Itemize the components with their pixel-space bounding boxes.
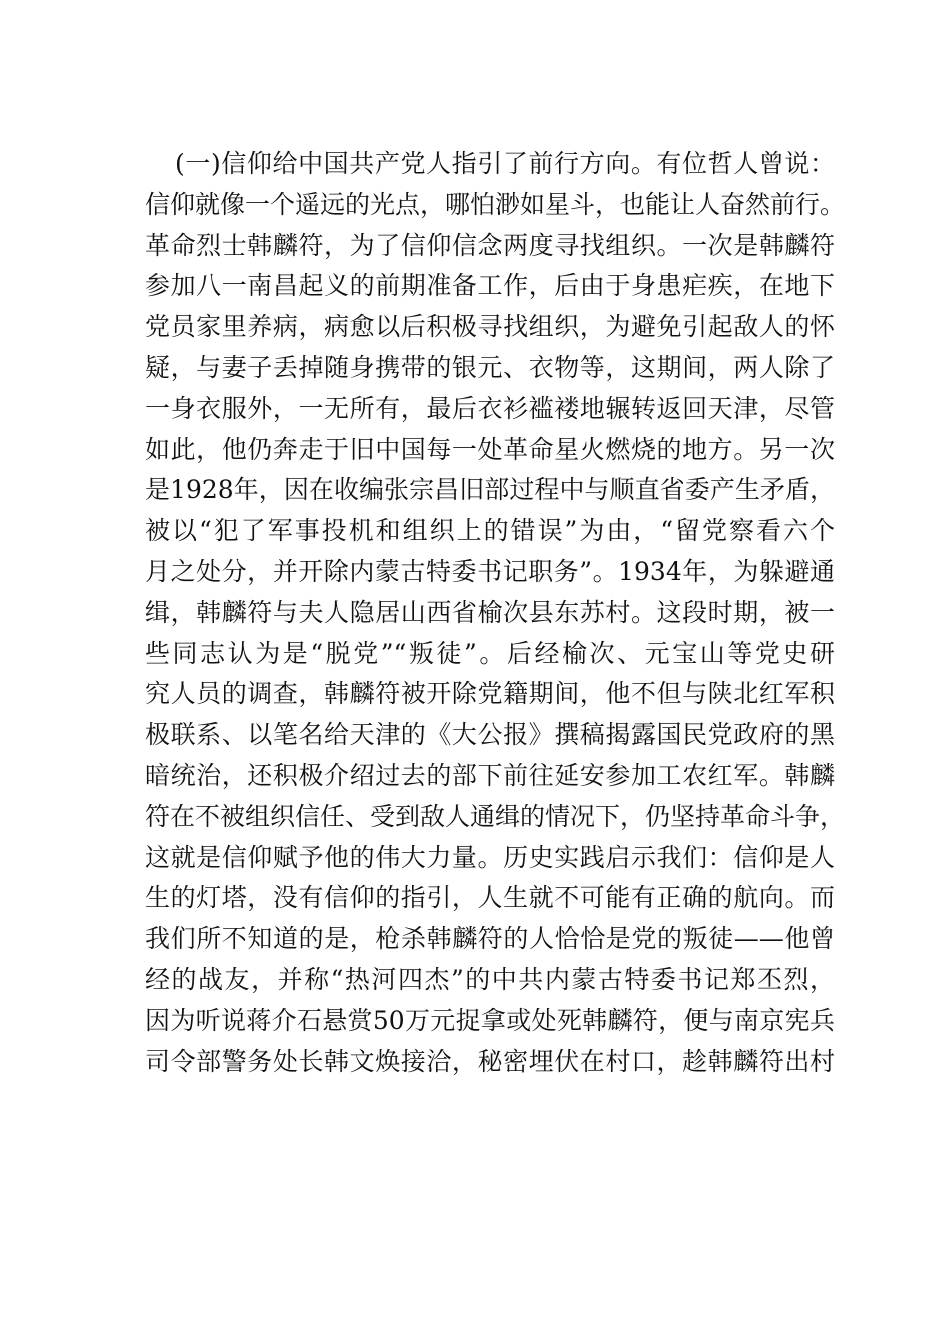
text-line: 被以“犯了军事投机和组织上的错误”为由，“留党察看六个 xyxy=(145,516,835,546)
text-line: 缉，韩麟符与夫人隐居山西省榆次县东苏村。这段时期，被一 xyxy=(145,597,835,627)
text-line: 革命烈士韩麟符，为了信仰信念两度寻找组织。一次是韩麟符 xyxy=(145,230,835,260)
text-line: 党员家里养病，病愈以后积极寻找组织，为避免引起敌人的怀 xyxy=(145,312,835,342)
text-line: 是1928年，因在收编张宗昌旧部过程中与顺直省委产生矛盾， xyxy=(145,475,835,505)
text-line: 疑，与妻子丢掉随身携带的银元、衣物等，这期间，两人除了 xyxy=(145,352,835,382)
text-line: 极联系、以笔名给天津的《大公报》撰稿揭露国民党政府的黑 xyxy=(145,720,835,750)
text-line: 这就是信仰赋予他的伟大力量。历史实践启示我们：信仰是人 xyxy=(145,842,835,872)
text-line: 参加八一南昌起义的前期准备工作，后由于身患疟疾，在地下 xyxy=(145,271,835,301)
text-line: 究人员的调查，韩麟符被开除党籍期间，他不但与陕北红军积 xyxy=(145,679,835,709)
text-line: 月之处分，并开除内蒙古特委书记职务”。1934年，为躲避通 xyxy=(145,556,835,586)
text-line: 信仰就像一个遥远的光点，哪怕渺如星斗，也能让人奋然前行。 xyxy=(145,189,846,219)
text-line: 我们所不知道的是，枪杀韩麟符的人恰恰是党的叛徒——他曾 xyxy=(145,924,835,954)
text-line: 如此，他仍奔走于旧中国每一处革命星火燃烧的地方。另一次 xyxy=(145,434,835,464)
body-paragraph xyxy=(145,144,846,1082)
text-line: 司令部警务处长韩文焕接洽，秘密埋伏在村口，趁韩麟符出村 xyxy=(145,1046,835,1076)
text-line: 些同志认为是“脱党”“叛徒”。后经榆次、元宝山等党史研 xyxy=(145,638,835,668)
text-line: 生的灯塔，没有信仰的指引，人生就不可能有正确的航向。而 xyxy=(145,883,835,913)
text-line: 暗统治，还积极介绍过去的部下前往延安参加工农红军。韩麟 xyxy=(145,760,835,790)
text-line: 因为听说蒋介石悬赏50万元捉拿或处死韩麟符，便与南京宪兵 xyxy=(145,1005,835,1035)
text-line: 经的战友，并称“热河四杰”的中共内蒙古特委书记郑丕烈， xyxy=(145,964,835,994)
text-line: 符在不被组织信任、受到敌人通缉的情况下，仍坚持革命斗争， xyxy=(145,801,846,831)
text-line: (一)信仰给中国共产党人指引了前行方向。有位哲人曾说： xyxy=(175,149,835,178)
text-line: 一身衣服外，一无所有，最后衣衫褴褛地辗转返回天津，尽管 xyxy=(145,393,835,423)
